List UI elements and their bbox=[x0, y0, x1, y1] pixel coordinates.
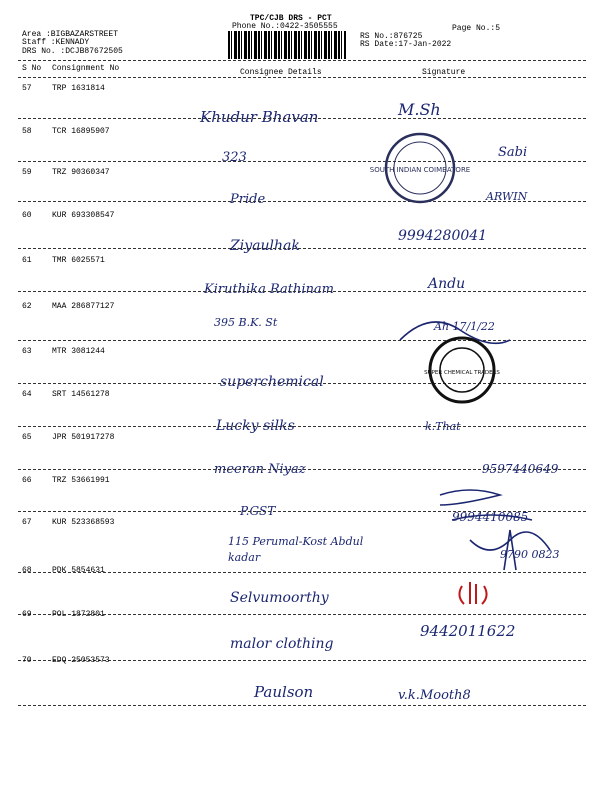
row-consignment: PDK 5854631 bbox=[52, 566, 105, 575]
area-label: Area :BIGBAZARSTREET bbox=[22, 30, 119, 39]
row-consignment: KUR 693308547 bbox=[52, 211, 115, 220]
row-consignment: SRT 14561278 bbox=[52, 390, 110, 399]
signature-handwriting: M.Sh bbox=[398, 100, 441, 119]
consignee-handwriting: Pride bbox=[230, 192, 266, 207]
row-consignment: MTR 3081244 bbox=[52, 347, 105, 356]
column-signature: Signature bbox=[422, 68, 466, 77]
row-consignment: MAA 286877127 bbox=[52, 302, 115, 311]
consignee-handwriting: Selvumoorthy bbox=[230, 590, 329, 606]
row-sno: 60 bbox=[22, 211, 32, 220]
row-sno: 68 bbox=[22, 566, 32, 575]
red-mark bbox=[459, 582, 486, 604]
signature-handwriting: 9790 0823 bbox=[500, 548, 560, 561]
signature-handwriting: v.k.Mooth8 bbox=[398, 688, 471, 703]
signature-handwriting: 9994410085 bbox=[452, 510, 529, 524]
column-consignee: Consignee Details bbox=[240, 68, 322, 77]
rubber-stamp-south-indian bbox=[370, 134, 470, 202]
consignee-handwriting: Ziyaulhak bbox=[230, 238, 300, 254]
row-consignment: POL 1872801 bbox=[52, 610, 105, 619]
page-number: Page No.:5 bbox=[452, 24, 501, 33]
row-sno: 57 bbox=[22, 84, 32, 93]
signature-handwriting: ARWIN bbox=[486, 190, 528, 203]
signature-handwriting: 9597440649 bbox=[482, 462, 559, 476]
row-consignment: KUR 523368593 bbox=[52, 518, 115, 527]
row-sno: 66 bbox=[22, 476, 32, 485]
signature-handwriting: Sabi bbox=[498, 145, 528, 160]
row-sno: 70 bbox=[22, 656, 32, 665]
column-consignment: Consignment No bbox=[52, 64, 120, 73]
consignee-handwriting: 395 B.K. St bbox=[214, 316, 278, 329]
consignee-handwriting: Khudur Bhavan bbox=[200, 108, 319, 126]
stamp1-text: SOUTH INDIAN COIMBATORE bbox=[369, 166, 471, 174]
row-consignment: TMR 6025571 bbox=[52, 256, 105, 265]
signature-handwriting: Ah 17/1/22 bbox=[434, 320, 495, 333]
signature-handwriting: Andu bbox=[428, 276, 466, 292]
consignee-handwriting: P.GST bbox=[240, 504, 276, 518]
row-sno: 58 bbox=[22, 127, 32, 136]
row-consignment: TCR 16895907 bbox=[52, 127, 110, 136]
consignee-handwriting: superchemical bbox=[220, 374, 324, 390]
row-consignment: TRZ 90360347 bbox=[52, 168, 110, 177]
row-sno: 69 bbox=[22, 610, 32, 619]
scribble-line bbox=[452, 515, 532, 520]
consignee-handwriting: malor clothing bbox=[230, 636, 334, 652]
row-consignment: TRZ 53661991 bbox=[52, 476, 110, 485]
consignee-handwriting: Lucky silks bbox=[216, 418, 295, 434]
row-sno: 62 bbox=[22, 302, 32, 311]
row-consignment: JPR 501917278 bbox=[52, 433, 115, 442]
consignee-handwriting: Paulson bbox=[254, 683, 314, 701]
row-consignment: EDQ 25053573 bbox=[52, 656, 110, 665]
drs-number: DRS No. :DCJB87672505 bbox=[22, 47, 123, 56]
rubber-stamp-super-chemical bbox=[424, 338, 500, 402]
rs-number: RS No.:876725 bbox=[360, 32, 423, 41]
column-sno: S No bbox=[22, 64, 42, 73]
row-sno: 59 bbox=[22, 168, 32, 177]
document-title: TPC/CJB DRS - PCT bbox=[250, 14, 332, 23]
stamp2-text: SUPER CHEMICAL TRADERS bbox=[424, 370, 500, 376]
rs-date: RS Date:17-Jan-2022 bbox=[360, 40, 452, 49]
consignee-handwriting: Kiruthika Rathinam bbox=[204, 282, 335, 297]
signature-scribbles bbox=[400, 322, 550, 570]
scribble-line bbox=[440, 490, 500, 505]
row-sno: 65 bbox=[22, 433, 32, 442]
row-sno: 67 bbox=[22, 518, 32, 527]
phone-number: Phone No.:0422-3505555 bbox=[232, 22, 338, 31]
signature-handwriting: 9994280041 bbox=[398, 228, 488, 244]
row-sno: 63 bbox=[22, 347, 32, 356]
signature-handwriting: k.That bbox=[425, 420, 461, 433]
consignee-handwriting: 323 bbox=[222, 150, 247, 165]
row-sno: 61 bbox=[22, 256, 32, 265]
consignee-handwriting: 115 Perumal-Kost Abdul kadar bbox=[228, 535, 364, 564]
signature-handwriting: 9442011622 bbox=[420, 622, 516, 640]
row-consignment: TRP 1631814 bbox=[52, 84, 105, 93]
staff-label: Staff :KENNADY bbox=[22, 38, 90, 47]
consignee-handwriting: meeran Niyaz bbox=[214, 462, 306, 477]
row-sno: 64 bbox=[22, 390, 32, 399]
